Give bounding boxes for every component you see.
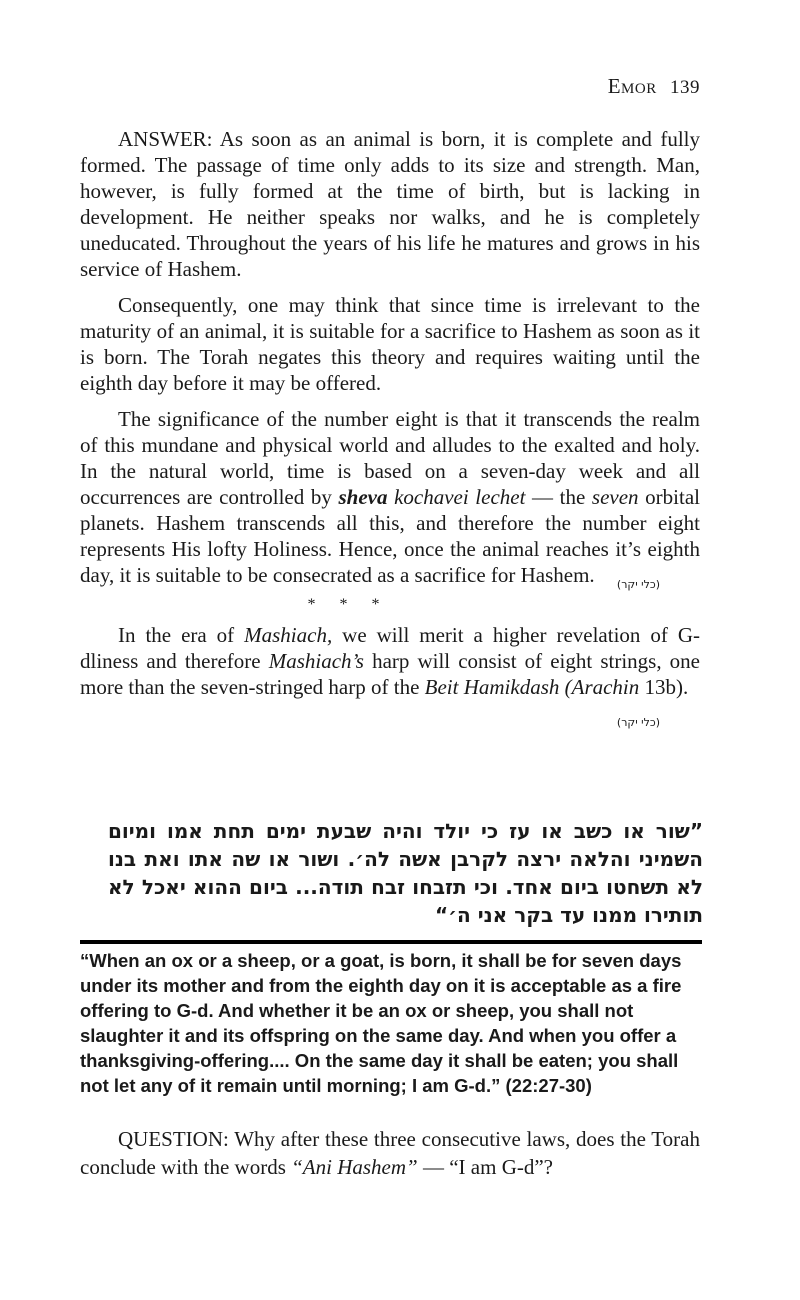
running-header xyxy=(608,74,700,99)
verse-translation: “When an ox or a sheep, or a goat, is born, it shall be for seven days under its mother and from the eighth day on it is acceptable as a fire offering to G-d. And whether it be an ox or sheep, you shall not slaughter it and its offspring on the same day. And when you offer a thanksgiving-offering.... On the same day it shall be eaten; you shall not let any of it remain until morning; I am G-d.” (22:27-30) xyxy=(80,950,682,1096)
hebrew-verse: ”שור או כשב או עז כי יולד והיה שבעת ימים תחת אמו ומיום השמיני והלאה ירצה לקרבן אשה לה׳. ושור או שה אתו ואת בנו לא תשחטו ביום אחד. וכי תזבחו זבח תודה... ביום ההוא יאכל לא תותירו ממנו עד בקר אני ה׳“ xyxy=(108,819,703,927)
verse-divider-rule xyxy=(80,940,702,944)
paragraph-mashiach: In the era of Mashiach, we will merit a higher revelation of G-dliness and therefore Mashiach’s harp will consist of eight strings, one more than the seven-stringed harp of the Beit Hamikdash (Arachin 13b). (כלי יקר) xyxy=(80,622,700,700)
running-title: Emor xyxy=(607,74,657,98)
section-separator: * * * xyxy=(307,596,390,613)
page-number: 139 xyxy=(670,77,700,98)
paragraph-answer: ANSWER: As soon as an animal is born, it is complete and fully formed. The passage of time only adds to its size and strength. Man, however, is fully formed at the time of birth, but is lacking in development. He neither speaks nor walks, and he is completely uneducated. Throughout the years of his life he matures and grows in his service of Hashem. xyxy=(80,127,700,281)
question-paragraph: QUESTION: Why after these three consecutive laws, does the Torah conclude with the words “Ani Hashem” — “I am G-d”? xyxy=(80,1127,700,1179)
source-citation: (כלי יקר) xyxy=(616,716,660,729)
paragraph-significance: The significance of the number eight is that it transcends the realm of this mundane and physical world and alludes to the exalted and holy. In the natural world, time is based on a seven-day week and all occurrences are controlled by sheva kochavei lechet — the seven orbital planets. Hashem transcends all this, and therefore the number eight represents His lofty Holiness. Hence, once the animal reaches it’s eighth day, it is suitable to be consecrated as a sacrifice for Hashem. (כלי יקר) xyxy=(80,406,700,588)
commentary-body xyxy=(80,126,700,736)
paragraph-consequently: Consequently, one may think that since time is irrelevant to the maturity of an animal, it is suitable for a sacrifice to Hashem as soon as it is born. The Torah negates this theory and requires waiting until the eighth day before it may be offered. xyxy=(80,293,700,395)
source-citation: (כלי יקר) xyxy=(616,578,660,591)
